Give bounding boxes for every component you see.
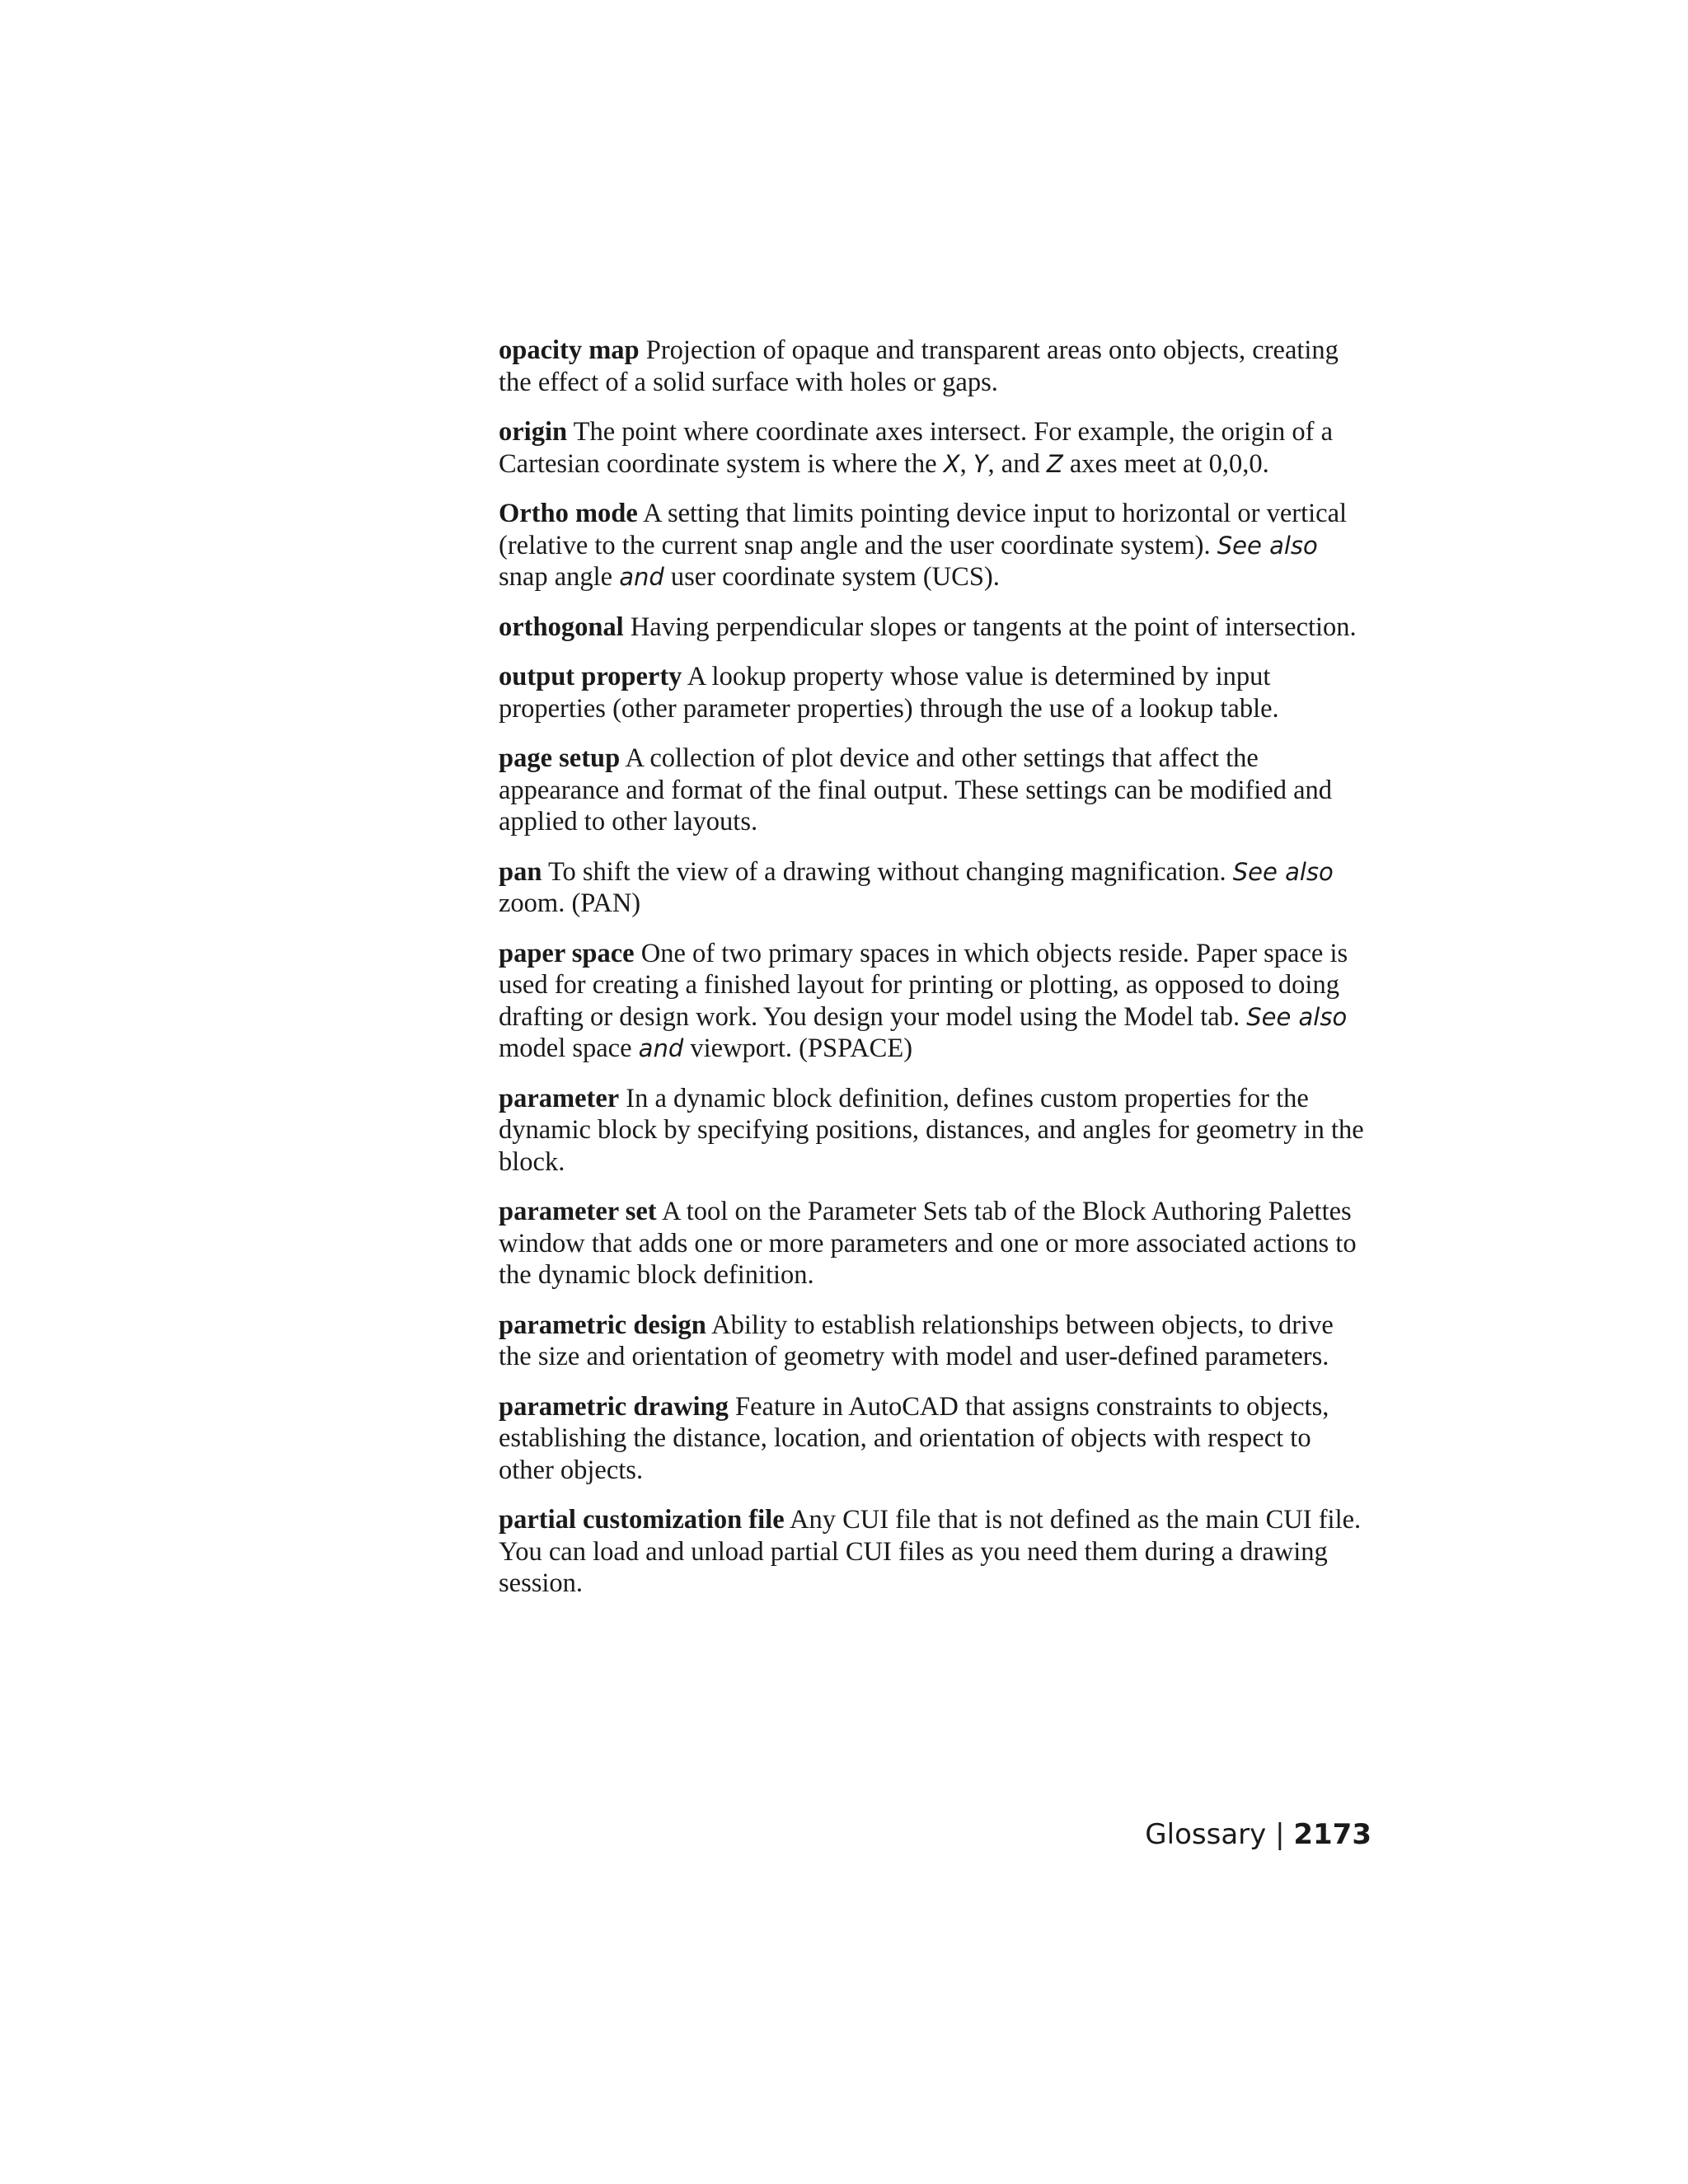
glossary-term: opacity map: [499, 335, 640, 365]
glossary-term: output property: [499, 662, 682, 691]
cross-reference: model space: [499, 1033, 632, 1063]
glossary-entry-pan: [499, 856, 1372, 920]
glossary-entry-output-property: [499, 661, 1372, 724]
glossary-entry-parameter: [499, 1083, 1372, 1179]
glossary-entry-ortho-mode: [499, 498, 1372, 593]
glossary-definition: To shift the view of a drawing without changing magnification.: [547, 856, 1226, 887]
separator: , and: [987, 448, 1040, 479]
glossary-definition: A lookup property whose value is determined by input properties (other parameter properties) through the use of a lookup table.: [499, 662, 1279, 724]
glossary-term: parameter: [499, 1083, 620, 1113]
see-also-label: See also: [1232, 857, 1334, 886]
glossary-entry-partial-customization-file: [499, 1504, 1372, 1600]
see-also-label: See also: [1246, 1002, 1348, 1031]
glossary-definition: The point where coordinate axes intersect. For example, the origin of a Cartesian coordinate system is where the: [499, 417, 1334, 479]
glossary-entry-parametric-drawing: [499, 1391, 1372, 1487]
glossary-definition: Having perpendicular slopes or tangents at the point of intersection.: [630, 612, 1357, 642]
page-footer: [1145, 1816, 1372, 1853]
glossary-term: parameter set: [499, 1197, 657, 1226]
cross-reference: snap angle: [499, 562, 613, 592]
page-number: 2173: [1293, 1818, 1372, 1851]
glossary-term: partial customization file: [499, 1505, 785, 1535]
glossary-term: paper space: [499, 938, 635, 968]
separator: ,: [959, 448, 967, 479]
see-also-label: See also: [1217, 531, 1318, 560]
glossary-term: Ortho mode: [499, 499, 638, 528]
glossary-definition-end: axes meet at 0,0,0.: [1069, 448, 1269, 479]
glossary-definition: Projection of opaque and transparent areas onto objects, creating the effect of a solid surface with holes or gaps.: [499, 335, 1339, 397]
glossary-definition: In a dynamic block definition, defines custom properties for the dynamic block by specifying positions, distances, and angles for geometry in the block.: [499, 1083, 1364, 1177]
glossary-definition: Ability to establish relationships between objects, to drive the size and orientation of geometry with model and user-defined parameters.: [499, 1310, 1334, 1371]
glossary-definition: A tool on the Parameter Sets tab of the Block Authoring Palettes window that adds one or more parameters and one or more associated actions to the dynamic block definition.: [499, 1197, 1357, 1290]
axis-label-z: Z: [1046, 449, 1063, 478]
glossary-term: parametric drawing: [499, 1391, 729, 1422]
glossary-term: orthogonal: [499, 612, 624, 642]
glossary-definition: A collection of plot device and other settings that affect the appearance and format of the final output. These settings can be modified and applied to other layouts.: [499, 743, 1333, 837]
glossary-entry-paper-space: [499, 938, 1372, 1065]
glossary-term: parametric design: [499, 1310, 706, 1340]
cross-reference: zoom. (PAN): [499, 888, 641, 918]
axis-label-x: X: [943, 449, 960, 478]
glossary-entry-parametric-design: [499, 1310, 1372, 1373]
glossary-term: pan: [499, 856, 542, 887]
glossary-definition: One of two primary spaces in which objects reside. Paper space is used for creating a finished layout for printing or plotting, as opposed to doing drafting or design work. You design your model using the Model tab.: [499, 938, 1348, 1032]
glossary-term: origin: [499, 417, 568, 447]
glossary-definition: A setting that limits pointing device input to horizontal or vertical (relative to the current snap angle and the user coordinate system).: [499, 499, 1348, 560]
glossary-entry-parameter-set: [499, 1196, 1372, 1291]
footer-separator: |: [1275, 1818, 1285, 1851]
and-label: and: [619, 563, 664, 591]
cross-reference: user coordinate system (UCS).: [670, 562, 1000, 592]
cross-reference: viewport. (PSPACE): [690, 1033, 913, 1063]
glossary-entries: [499, 335, 1372, 1618]
glossary-entry-orthogonal: [499, 612, 1372, 644]
glossary-entry-origin: [499, 416, 1372, 480]
glossary-term: page setup: [499, 743, 621, 773]
glossary-definition: Any CUI file that is not defined as the main CUI file. You can load and unload partial CUI files as you need them during a drawing session.: [499, 1505, 1362, 1598]
glossary-entry-page-setup: [499, 743, 1372, 838]
axis-label-y: Y: [973, 449, 988, 478]
and-label: and: [638, 1034, 684, 1062]
glossary-entry-opacity-map: [499, 335, 1372, 398]
footer-section-title: Glossary: [1145, 1818, 1267, 1851]
glossary-definition: Feature in AutoCAD that assigns constraints to objects, establishing the distance, location, and orientation of objects with respect to other objects.: [499, 1391, 1329, 1485]
